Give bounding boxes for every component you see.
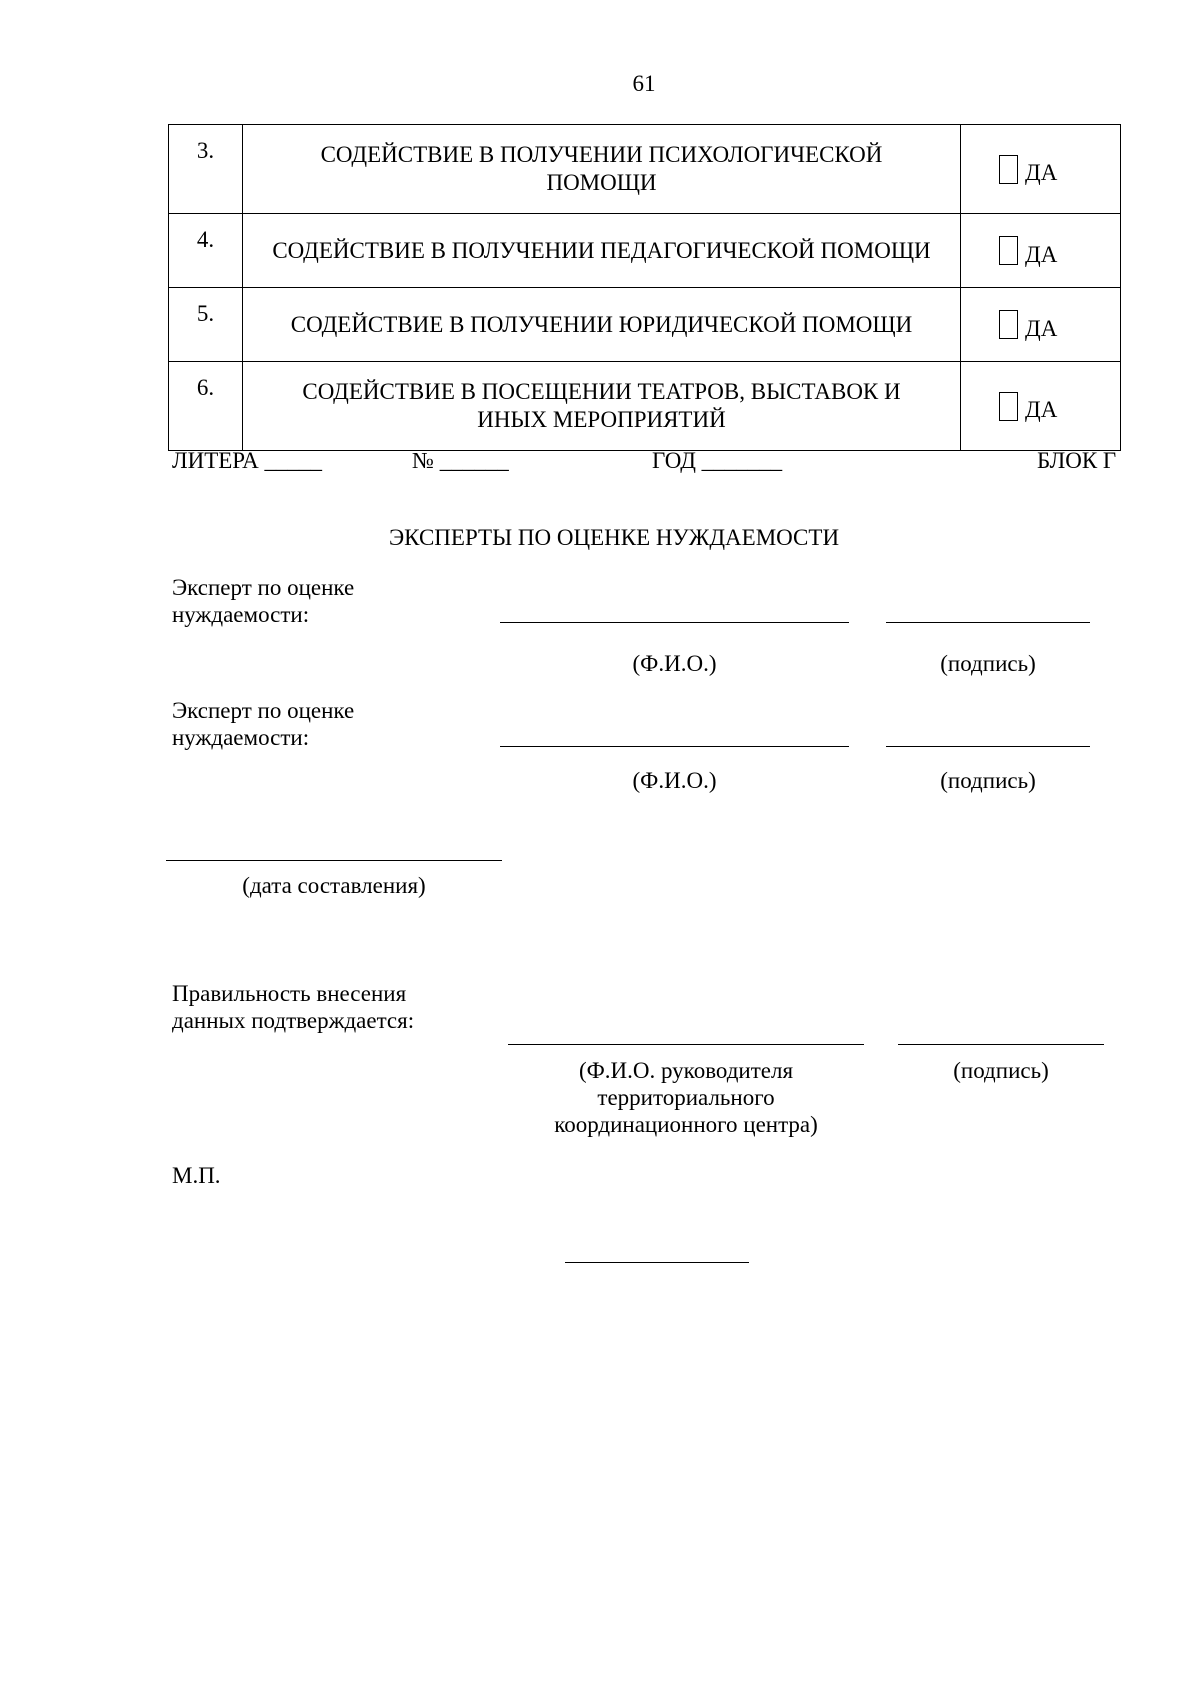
- option-cell: [961, 288, 1121, 362]
- option-cell: [961, 125, 1121, 214]
- service-name-line: ПОМОЩИ: [546, 170, 657, 195]
- date-caption: (дата составления): [242, 873, 426, 898]
- table-row: [169, 288, 1121, 362]
- head-signature-caption: (подпись): [953, 1058, 1049, 1083]
- name-line[interactable]: [500, 746, 849, 747]
- yes-label: ДА: [1025, 397, 1058, 422]
- page-number: 61: [632, 71, 656, 96]
- head-signature-line[interactable]: [898, 1044, 1104, 1045]
- service-name-line: СОДЕЙСТВИЕ В ПОЛУЧЕНИИ ПЕДАГОГИЧЕСКОЙ ПОМОЩИ: [272, 237, 931, 263]
- head-name-caption: (Ф.И.О. руководителя: [578, 1058, 794, 1083]
- table-row: [169, 214, 1121, 288]
- expert-label: нуждаемости:: [172, 602, 310, 627]
- option-cell: [961, 214, 1121, 288]
- row-number: 4.: [169, 214, 243, 288]
- signature-caption: (подпись): [940, 651, 1036, 676]
- service-name: [243, 288, 961, 362]
- service-name-line: СОДЕЙСТВИЕ В ПОСЕЩЕНИИ ТЕАТРОВ, ВЫСТАВОК И: [302, 379, 901, 404]
- year-field: ГОД _______: [652, 448, 783, 473]
- yes-checkbox[interactable]: [999, 155, 1018, 184]
- litera-field: ЛИТЕРА _____: [172, 448, 323, 473]
- table-row: [169, 362, 1121, 451]
- signature-caption: (подпись): [940, 768, 1036, 793]
- row-number: 3.: [169, 125, 243, 214]
- services-table: [168, 124, 1121, 451]
- name-line[interactable]: [500, 622, 849, 623]
- yes-checkbox[interactable]: [999, 392, 1018, 421]
- service-name: [243, 214, 961, 288]
- table-row: [169, 125, 1121, 214]
- service-name-line: СОДЕЙСТВИЕ В ПОЛУЧЕНИИ ЮРИДИЧЕСКОЙ ПОМОЩИ: [290, 311, 913, 337]
- name-caption: (Ф.И.О.): [632, 768, 717, 793]
- number-field: № ______: [412, 448, 509, 473]
- name-caption: (Ф.И.О.): [632, 651, 717, 676]
- expert-label: Эксперт по оценке: [172, 698, 355, 723]
- expert-label: Эксперт по оценке: [172, 575, 355, 600]
- service-name-line: СОДЕЙСТВИЕ В ПОЛУЧЕНИИ ПСИХОЛОГИЧЕСКОЙ: [320, 142, 883, 167]
- signature-line[interactable]: [886, 746, 1090, 747]
- yes-label: ДА: [1025, 241, 1058, 267]
- head-name-caption: территориального: [597, 1085, 775, 1110]
- option-cell: [961, 362, 1121, 451]
- expert-label: нуждаемости:: [172, 725, 310, 750]
- service-name: [243, 362, 961, 451]
- stamp-label: М.П.: [172, 1163, 221, 1188]
- yes-label: ДА: [1025, 315, 1058, 341]
- yes-label: ДА: [1025, 160, 1058, 185]
- service-name: [243, 125, 961, 214]
- row-number: 6.: [169, 362, 243, 451]
- date-line[interactable]: [166, 860, 502, 861]
- yes-checkbox[interactable]: [999, 310, 1018, 339]
- confirmation-label: Правильность внесения: [172, 981, 407, 1006]
- signature-line[interactable]: [886, 622, 1090, 623]
- end-divider: [565, 1262, 749, 1263]
- confirmation-label: данных подтверждается:: [172, 1008, 415, 1033]
- head-name-caption: координационного центра): [554, 1112, 818, 1137]
- block-label: БЛОК Г: [1037, 448, 1117, 473]
- service-name-line: ИНЫХ МЕРОПРИЯТИЙ: [477, 407, 726, 432]
- head-name-line[interactable]: [508, 1044, 864, 1045]
- row-number: 5.: [169, 288, 243, 362]
- experts-heading: ЭКСПЕРТЫ ПО ОЦЕНКЕ НУЖДАЕМОСТИ: [389, 525, 840, 550]
- yes-checkbox[interactable]: [999, 236, 1018, 265]
